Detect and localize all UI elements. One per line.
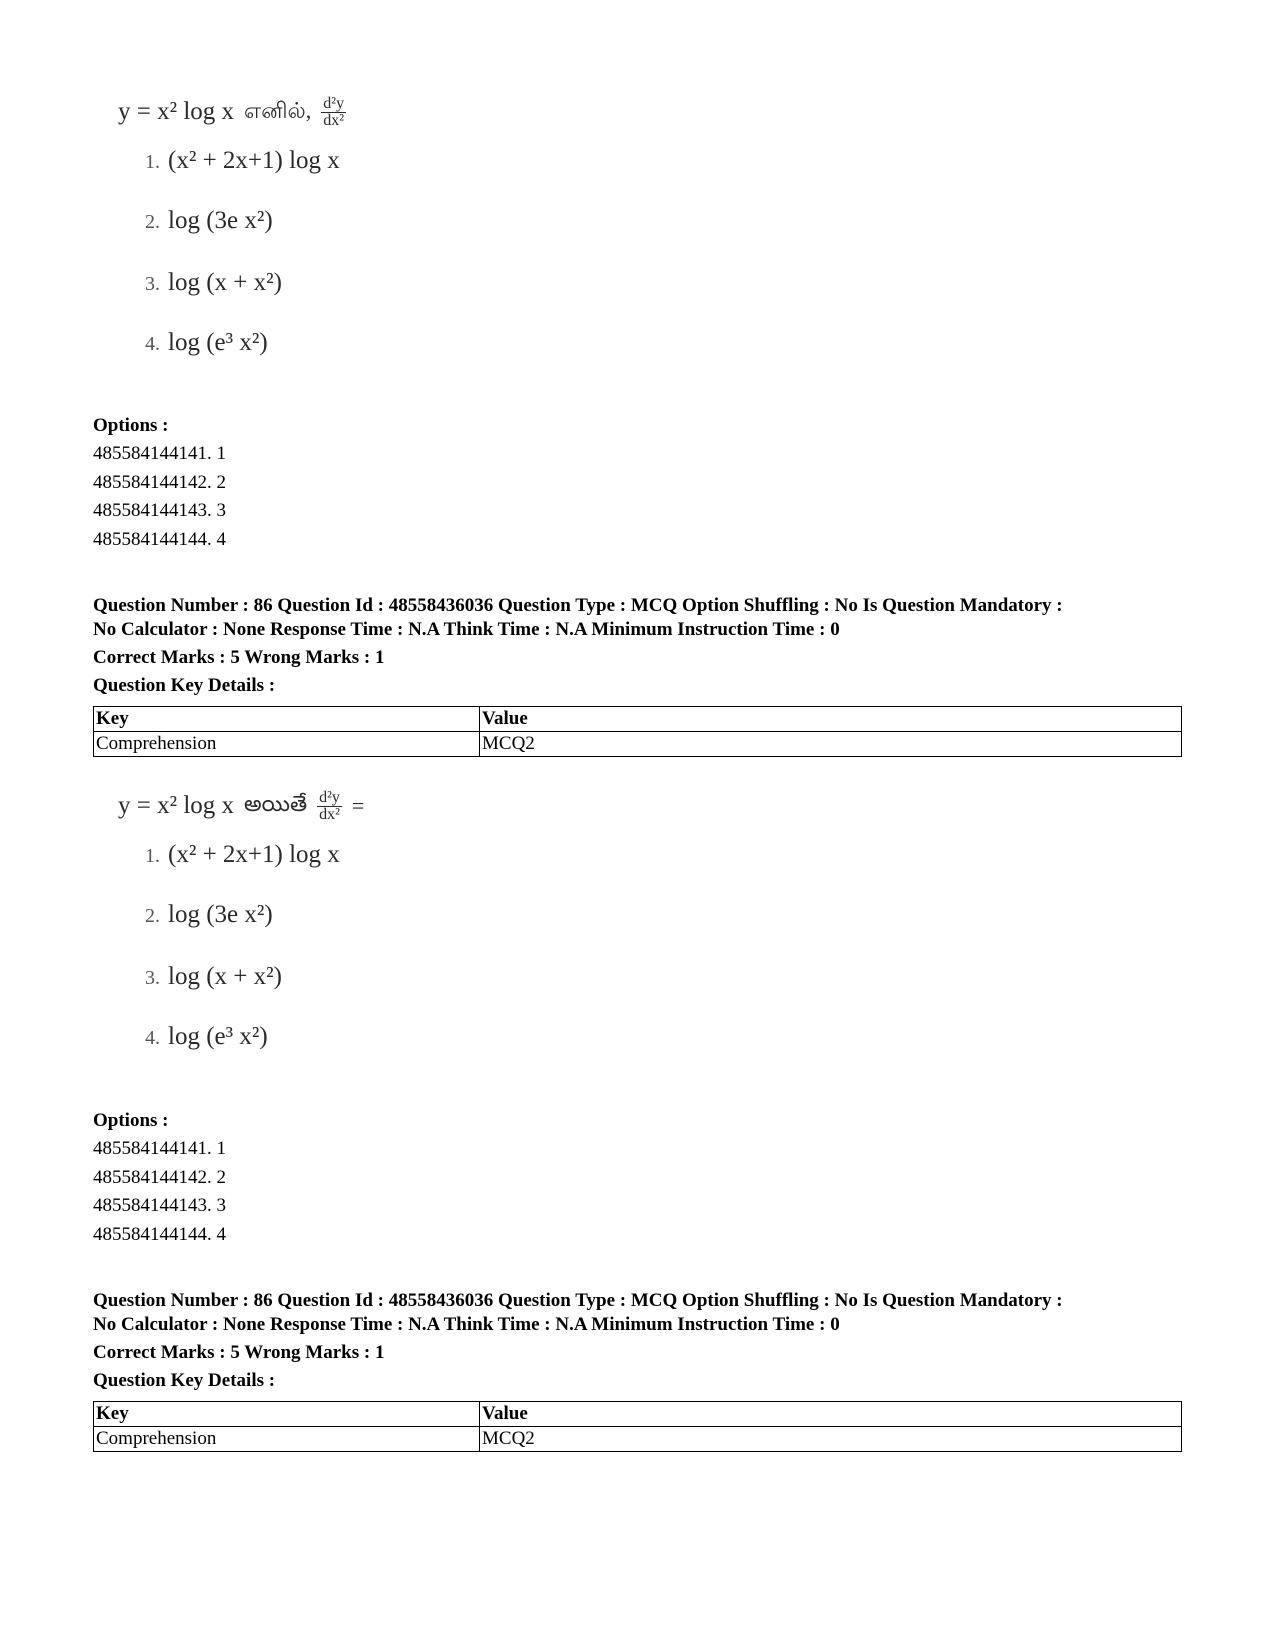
- option-number: 3.: [145, 273, 160, 295]
- option-item: 485584144141. 1: [93, 443, 226, 464]
- math-option-3: [145, 269, 282, 297]
- table-header-key: Key: [94, 1402, 480, 1427]
- option-number: 1.: [145, 151, 160, 173]
- fraction-numerator: d²y: [319, 788, 340, 806]
- math-option-2: [145, 207, 273, 235]
- options-list: [93, 1107, 1193, 1249]
- option-item: 485584144143. 3: [93, 500, 226, 521]
- question-header-line-1: Question Number : 86 Question Id : 48558436036 Question Type : MCQ Option Shuffling : No Is Question Mandatory :: [93, 595, 1063, 616]
- option-number: 2.: [145, 905, 160, 927]
- marks-line: Correct Marks : 5 Wrong Marks : 1: [93, 1342, 385, 1363]
- math-option-1: [145, 147, 340, 175]
- key-details-label: Question Key Details :: [93, 675, 276, 696]
- fraction-denominator: dx²: [323, 111, 345, 129]
- option-item: 485584144144. 4: [93, 528, 226, 550]
- fraction-denominator: dx²: [319, 805, 340, 823]
- options-list: [93, 412, 1193, 554]
- option-number: 4.: [145, 1027, 160, 1049]
- key-details-table: [93, 1401, 1182, 1452]
- table-header-row: [94, 707, 1182, 732]
- table-cell-key: Comprehension: [94, 1427, 480, 1452]
- stem-expression: y = x² log x: [118, 792, 235, 819]
- question-image-telugu: [110, 776, 430, 1096]
- question-header-line-1: Question Number : 86 Question Id : 48558436036 Question Type : MCQ Option Shuffling : No Is Question Mandatory :: [93, 1290, 1063, 1311]
- stem-script-text: எனில்,: [244, 97, 312, 123]
- table-row: [94, 732, 1182, 757]
- option-expression: log (3e x²): [168, 207, 273, 234]
- question-stem: [118, 82, 346, 142]
- question-meta: [93, 1289, 1193, 1395]
- table-header-key: Key: [94, 707, 480, 732]
- option-expression: log (e³ x²): [168, 329, 268, 356]
- key-details-table: [93, 706, 1182, 757]
- option-number: 3.: [145, 967, 160, 989]
- option-item: 485584144142. 2: [93, 471, 226, 493]
- math-option-4: [145, 1023, 268, 1051]
- question-header-line-2: No Calculator : None Response Time : N.A Think Time : N.A Minimum Instruction Time : 0: [93, 619, 840, 640]
- table-header-value: Value: [480, 1402, 1182, 1427]
- table-header-value: Value: [480, 707, 1182, 732]
- option-expression: (x² + 2x+1) log x: [168, 147, 340, 174]
- table-row: [94, 1427, 1182, 1452]
- math-option-2: [145, 901, 273, 929]
- second-derivative-fraction: [321, 96, 346, 129]
- math-option-3: [145, 963, 282, 991]
- options-label: Options :: [93, 1110, 169, 1131]
- second-derivative-fraction: [317, 790, 342, 823]
- marks-line: Correct Marks : 5 Wrong Marks : 1: [93, 647, 385, 668]
- options-label: Options :: [93, 415, 169, 436]
- option-expression: log (e³ x²): [168, 1023, 268, 1050]
- option-number: 4.: [145, 333, 160, 355]
- option-item: 485584144143. 3: [93, 1195, 226, 1216]
- option-expression: log (x + x²): [168, 269, 282, 296]
- table-header-row: [94, 1402, 1182, 1427]
- math-option-1: [145, 841, 340, 869]
- question-meta: [93, 594, 1193, 700]
- option-expression: (x² + 2x+1) log x: [168, 841, 340, 868]
- option-expression: log (x + x²): [168, 963, 282, 990]
- option-item: 485584144144. 4: [93, 1223, 226, 1245]
- option-number: 2.: [145, 211, 160, 233]
- option-item: 485584144141. 1: [93, 1138, 226, 1159]
- option-number: 1.: [145, 845, 160, 867]
- table-cell-key: Comprehension: [94, 732, 480, 757]
- key-details-label: Question Key Details :: [93, 1370, 276, 1391]
- fraction-numerator: d²y: [323, 94, 345, 112]
- stem-script-text: అయితే: [244, 790, 308, 816]
- table-cell-value: MCQ2: [480, 732, 1182, 757]
- question-stem: [118, 776, 364, 836]
- option-expression: log (3e x²): [168, 901, 273, 928]
- math-option-4: [145, 329, 268, 357]
- table-cell-value: MCQ2: [480, 1427, 1182, 1452]
- stem-expression: y = x² log x: [118, 98, 235, 125]
- option-item: 485584144142. 2: [93, 1166, 226, 1188]
- question-header-line-2: No Calculator : None Response Time : N.A Think Time : N.A Minimum Instruction Time : 0: [93, 1314, 840, 1335]
- question-image-tamil: [110, 82, 430, 402]
- equals-sign: =: [351, 793, 365, 818]
